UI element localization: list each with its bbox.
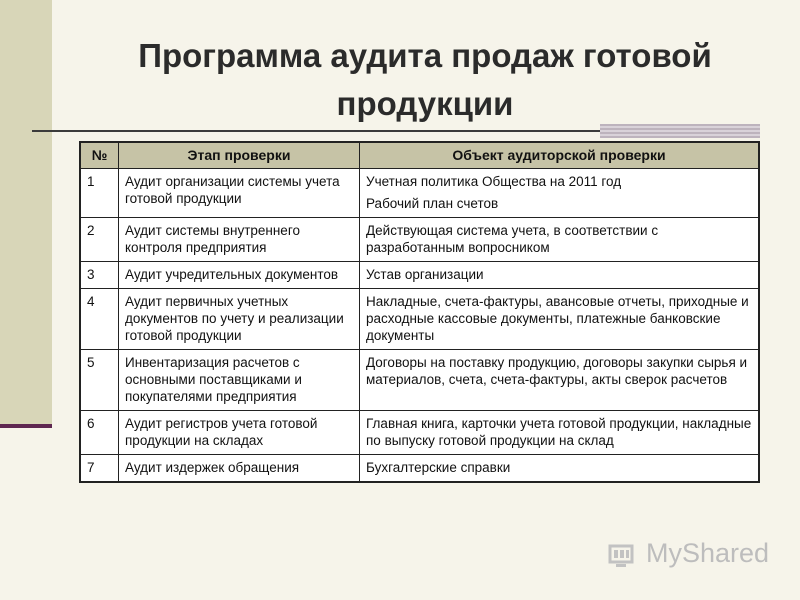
object-line: Накладные, счета-фактуры, авансовые отчеты, приходные и расходные кассовые документы, платежные банковские документы [366, 294, 749, 343]
table-row [80, 289, 759, 350]
row-number: 6 [80, 411, 119, 455]
title-divider-block [600, 124, 760, 138]
left-decor-band [0, 0, 52, 428]
table-header-row [80, 142, 759, 169]
row-stage: Аудит учредительных документов [119, 262, 360, 289]
row-stage: Аудит регистров учета готовой продукции на складах [119, 411, 360, 455]
row-object [360, 411, 760, 455]
object-line: Учетная политика Общества на 2011 год [366, 174, 622, 189]
row-object [360, 262, 760, 289]
left-decor-accent [0, 424, 52, 428]
table-row [80, 169, 759, 218]
row-object [360, 289, 760, 350]
object-line: Бухгалтерские справки [366, 460, 511, 475]
object-line: Главная книга, карточки учета готовой продукции, накладные по выпуску готовой продукции на склад [366, 416, 752, 448]
object-line: Договоры на поставку продукцию, договоры закупки сырья и материалов, счета, счета-фактуры, акты сверок расчетов [366, 355, 748, 387]
object-line: Устав организации [366, 267, 484, 282]
table-row [80, 411, 759, 455]
row-object [360, 218, 760, 262]
row-stage: Инвентаризация расчетов с основными поставщиками и покупателями предприятия [119, 350, 360, 411]
row-number: 7 [80, 455, 119, 483]
row-number: 2 [80, 218, 119, 262]
row-number: 1 [80, 169, 119, 218]
row-object [360, 455, 760, 483]
watermark-logo-icon [606, 536, 646, 576]
object-line: Действующая система учета, в соответствии с разработанным вопросником [366, 223, 659, 255]
header-num: № [80, 142, 119, 169]
row-stage: Аудит системы внутреннего контроля предприятия [119, 218, 360, 262]
watermark-text: MyShared [646, 538, 770, 568]
row-number: 4 [80, 289, 119, 350]
header-object: Объект аудиторской проверки [360, 142, 760, 169]
audit-program-table [79, 141, 760, 483]
row-object [360, 350, 760, 411]
table-row [80, 350, 759, 411]
row-stage: Аудит первичных учетных документов по учету и реализации готовой продукции [119, 289, 360, 350]
slide-title: Программа аудита продаж готовой продукции [138, 37, 712, 122]
row-number: 5 [80, 350, 119, 411]
table-row [80, 262, 759, 289]
object-line: Рабочий план счетов [366, 196, 499, 211]
row-number: 3 [80, 262, 119, 289]
row-stage: Аудит организации системы учета готовой продукции [119, 169, 360, 218]
row-stage: Аудит издержек обращения [119, 455, 360, 483]
header-stage: Этап проверки [119, 142, 360, 169]
title-divider [32, 130, 602, 132]
table-row [80, 218, 759, 262]
row-object [360, 169, 760, 218]
table-row [80, 455, 759, 483]
table-body [80, 169, 759, 483]
